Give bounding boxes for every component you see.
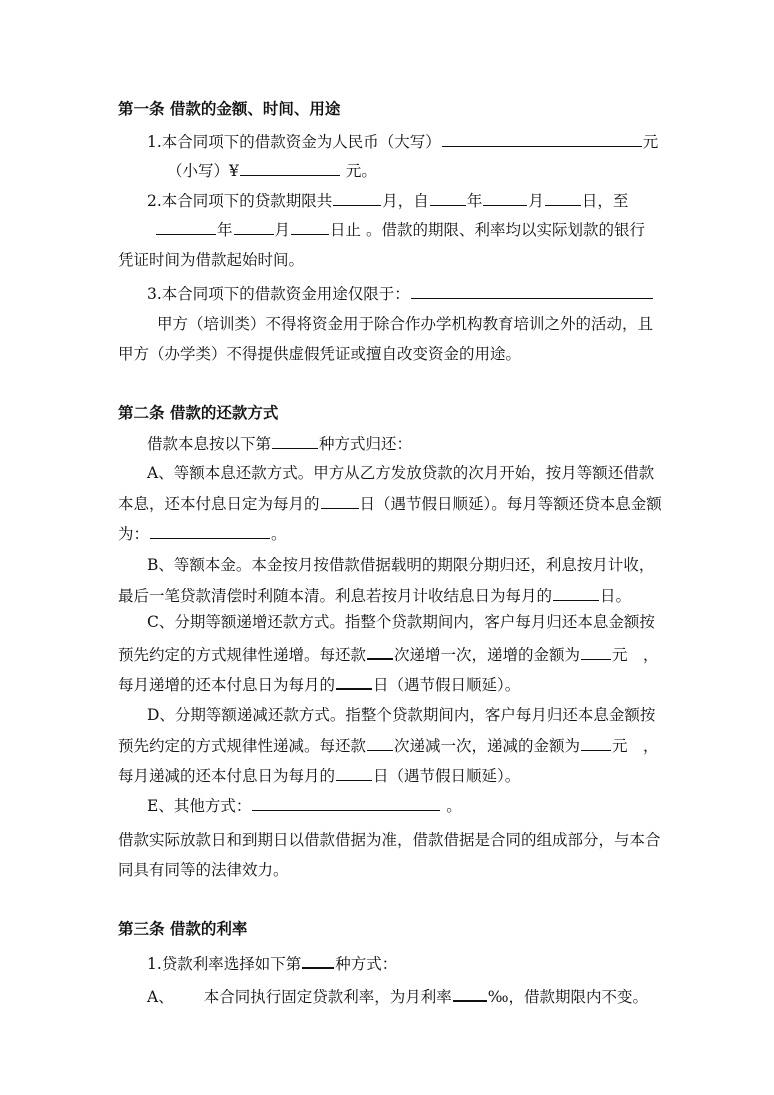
section-2-b-line-1: B、等额本金。本金按月按借款借据载明的期限分期归还，利息按月计收， (147, 556, 655, 574)
text: 日止 。借款的期限、利率均以实际划款的银行 (330, 221, 645, 239)
text: 种方式归还： (319, 435, 413, 453)
text: 次递减一次，递减的金额为 (394, 737, 581, 755)
section-1-line-6 (147, 283, 654, 304)
text: 1.贷款利率选择如下第 (147, 955, 302, 973)
section-3-line-2 (147, 985, 648, 1007)
text: 元。 (345, 162, 377, 180)
text: 年 (466, 192, 483, 210)
c-increment-amount-blank[interactable] (581, 644, 611, 660)
text: 月 (274, 221, 291, 239)
text: 。 (446, 797, 462, 815)
text: 次递增一次，递增的金额为 (394, 646, 581, 664)
text: 日，至 (581, 192, 629, 210)
section-1-line-1 (147, 131, 658, 152)
text: A、 (147, 988, 174, 1006)
text: 元 ， (612, 646, 659, 664)
loan-months-blank[interactable] (333, 190, 381, 206)
d-repay-day-blank[interactable] (336, 765, 372, 781)
start-month-blank[interactable] (483, 190, 527, 206)
c-repay-day-blank[interactable] (336, 673, 372, 690)
text: 元 (642, 133, 659, 151)
section-3-line-1 (147, 952, 397, 974)
text: 本息，还本付息日定为每月的 (118, 495, 320, 513)
text: 种方式： (335, 955, 398, 973)
section-2-d-line-3 (118, 765, 520, 786)
text: 每月递增的还本付息日为每月的 (118, 676, 336, 694)
text: 年 (217, 221, 233, 239)
text: 每月递减的还本付息日为每月的 (118, 767, 336, 785)
section-2-c-line-1: C、分期等额递增还款方式。指整个贷款期间内，客户每月归还本息金额按 (147, 613, 655, 631)
text: 预先约定的方式规律性递增。每还款 (118, 646, 367, 664)
section-2-a-line-3 (118, 523, 287, 544)
text: 元 ， (612, 737, 659, 755)
rate-method-blank[interactable] (302, 952, 334, 969)
section-3-heading: 第三条 借款的利率 (118, 920, 248, 938)
section-2-a-line-2 (118, 493, 662, 514)
a-monthly-amount-blank[interactable] (150, 523, 270, 539)
c-increment-count-blank[interactable] (367, 643, 393, 660)
section-2-d-line-2 (118, 735, 659, 756)
section-1-line-2 (167, 160, 377, 181)
amount-lowercase-blank[interactable] (240, 160, 340, 176)
text: 日（遇节假日顺延）。 (373, 767, 521, 785)
text: 借款本息按以下第 (147, 435, 272, 453)
section-1-line-7: 甲方（培训类）不得将资金用于除合作办学机构教育培训之外的活动，且 (157, 315, 654, 333)
amount-uppercase-blank[interactable] (442, 131, 642, 147)
text: 日（遇节假日顺延）。每月等额还贷本息金额 (359, 495, 662, 513)
text: 。 (271, 525, 287, 543)
section-1-line-5: 凭证时间为借款起始时间。 (118, 251, 305, 269)
section-2-c-line-2 (118, 643, 659, 665)
e-other-method-blank[interactable] (252, 795, 440, 811)
d-decrement-amount-blank[interactable] (581, 735, 611, 751)
text: 月 (528, 192, 544, 210)
text: 预先约定的方式规律性递减。每还款 (118, 737, 367, 755)
section-2-d-line-1: D、分期等额递减还款方式。指整个贷款期间内，客户每月归还本息金额按 (147, 706, 656, 724)
text: 日（遇节假日顺延）。 (373, 676, 521, 694)
text: 日。 (600, 587, 632, 605)
start-day-blank[interactable] (545, 190, 581, 206)
text: 2.本合同项下的贷款期限共 (147, 192, 333, 210)
text: 1.本合同项下的借款资金为人民币（大写） (147, 133, 441, 151)
repayment-method-blank[interactable] (272, 433, 318, 449)
section-2-e-line (147, 795, 462, 816)
text: 最后一笔贷款清偿时利随本清。利息若按月计收结息日为每月的 (118, 587, 553, 605)
section-1-line-4 (155, 219, 645, 240)
end-year-blank[interactable] (156, 219, 216, 235)
section-1-line-3 (147, 190, 628, 211)
text: 本合同执行固定贷款利率，为月利率 (203, 988, 452, 1006)
text: ‰，借款期限内不变。 (487, 988, 649, 1006)
text: 月，自 (382, 192, 429, 210)
text: 为： (118, 525, 150, 543)
section-2-para-line-1: 借款实际放款日和到期日以借款借据为准，借款借据是合同的组成部分，与本合 (118, 831, 661, 849)
text: 3.本合同项下的借款资金用途仅限于： (147, 285, 410, 303)
section-2-para-line-2: 同具有同等的法律效力。 (118, 861, 289, 879)
section-1-heading: 第一条 借款的金额、时间、用途 (118, 100, 341, 118)
d-decrement-count-blank[interactable] (367, 735, 393, 751)
section-2-line-1 (147, 433, 412, 454)
end-month-blank[interactable] (234, 219, 274, 235)
section-2-c-line-3 (118, 673, 520, 695)
section-2-heading: 第二条 借款的还款方式 (118, 404, 279, 422)
a-repay-day-blank[interactable] (321, 493, 359, 509)
monthly-rate-blank[interactable] (453, 985, 487, 1002)
section-2-b-line-2 (118, 585, 631, 606)
section-2-a-line-1: A、等额本息还款方式。甲方从乙方发放贷款的次月开始，按月等额还借款 (147, 464, 655, 482)
section-1-line-8: 甲方（办学类）不得提供虚假凭证或擅自改变资金的用途。 (118, 345, 522, 363)
text: E、其他方式： (147, 797, 252, 815)
purpose-blank[interactable] (411, 283, 653, 299)
end-day-blank[interactable] (291, 219, 329, 235)
text: （小写）¥ (167, 162, 239, 180)
b-interest-day-blank[interactable] (553, 585, 599, 601)
start-year-blank[interactable] (430, 190, 466, 206)
